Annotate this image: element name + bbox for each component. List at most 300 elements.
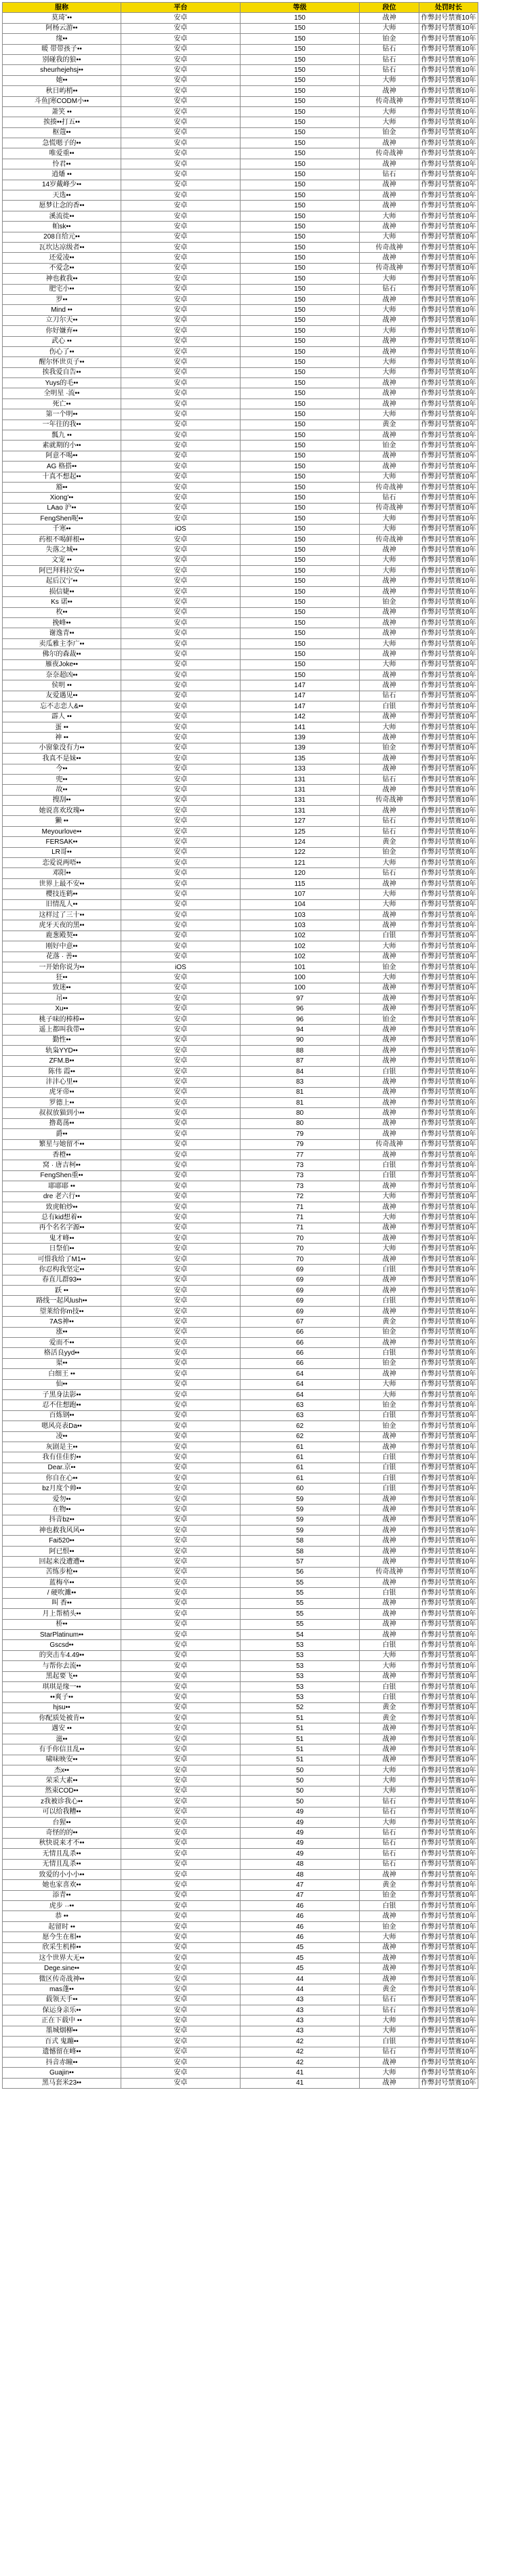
cell-platform: 安卓 (121, 148, 241, 159)
cell-rank: 战神 (360, 1494, 419, 1504)
cell-level: 66 (241, 1348, 360, 1358)
table-row (3, 1838, 478, 1848)
cell-rank: 钻石 (360, 2005, 419, 2016)
cell-level: 70 (241, 1254, 360, 1264)
cell-platform: 安卓 (121, 274, 241, 284)
cell-ban-duration: 作弊封号禁赛10年 (419, 388, 478, 398)
cell-rank: 铂金 (360, 1890, 419, 1900)
cell-level: 80 (241, 1118, 360, 1128)
header-level: 等级 (241, 3, 360, 13)
cell-platform: 安卓 (121, 638, 241, 649)
cell-name: 台猩•• (3, 1817, 121, 1827)
cell-rank: 战神 (360, 1629, 419, 1639)
cell-level: 67 (241, 1317, 360, 1327)
cell-rank: 战神 (360, 952, 419, 962)
cell-level: 150 (241, 75, 360, 85)
cell-ban-duration: 作弊封号禁赛10年 (419, 1526, 478, 1536)
cell-level: 150 (241, 23, 360, 33)
cell-name: z我被诊我心•• (3, 1797, 121, 1807)
cell-level: 50 (241, 1797, 360, 1807)
cell-rank: 铂金 (360, 1400, 419, 1410)
cell-platform: 安卓 (121, 127, 241, 138)
cell-platform: 安卓 (121, 294, 241, 304)
cell-level: 97 (241, 994, 360, 1004)
cell-level: 42 (241, 2047, 360, 2057)
cell-platform: 安卓 (121, 346, 241, 356)
table-row (3, 305, 478, 315)
cell-name: 你好嫌弃•• (3, 326, 121, 336)
cell-ban-duration: 作弊封号禁赛10年 (419, 1254, 478, 1264)
cell-platform: 安卓 (121, 1400, 241, 1410)
cell-platform: 安卓 (121, 1588, 241, 1598)
cell-rank: 白银 (360, 1681, 419, 1692)
cell-rank: 白银 (360, 1640, 419, 1650)
cell-platform: 安卓 (121, 2037, 241, 2047)
cell-level: 150 (241, 493, 360, 503)
cell-platform: 安卓 (121, 1327, 241, 1337)
cell-level: 147 (241, 680, 360, 691)
cell-name: 罗•• (3, 294, 121, 304)
cell-name: 急慌嗯子的•• (3, 138, 121, 148)
cell-platform: 安卓 (121, 1869, 241, 1879)
cell-level: 60 (241, 1484, 360, 1494)
cell-ban-duration: 作弊封号禁赛10年 (419, 555, 478, 565)
cell-name: 萧笑 •• (3, 106, 121, 117)
cell-platform: 安卓 (121, 1629, 241, 1639)
cell-platform: 安卓 (121, 1139, 241, 1149)
cell-platform: 安卓 (121, 1723, 241, 1734)
table-row (3, 597, 478, 607)
cell-platform: 安卓 (121, 555, 241, 565)
cell-platform: 安卓 (121, 941, 241, 952)
cell-ban-duration: 作弊封号禁赛10年 (419, 1671, 478, 1681)
cell-ban-duration: 作弊封号禁赛10年 (419, 1797, 478, 1807)
cell-rank: 战神 (360, 1442, 419, 1452)
cell-platform: 安卓 (121, 75, 241, 85)
cell-level: 142 (241, 712, 360, 722)
cell-rank: 白银 (360, 1348, 419, 1358)
cell-ban-duration: 作弊封号禁赛10年 (419, 962, 478, 972)
cell-ban-duration: 作弊封号禁赛10年 (419, 1306, 478, 1316)
table-row (3, 1661, 478, 1671)
cell-ban-duration: 作弊封号禁赛10年 (419, 305, 478, 315)
cell-level: 57 (241, 1557, 360, 1567)
cell-rank: 黄金 (360, 420, 419, 430)
table-row (3, 1431, 478, 1442)
cell-platform: 安卓 (121, 1536, 241, 1546)
cell-rank: 战神 (360, 909, 419, 920)
table-row (3, 764, 478, 774)
cell-level: 64 (241, 1389, 360, 1399)
cell-platform: 安卓 (121, 576, 241, 586)
cell-platform: 安卓 (121, 1254, 241, 1264)
cell-level: 55 (241, 1598, 360, 1608)
cell-ban-duration: 作弊封号禁赛10年 (419, 941, 478, 952)
cell-level: 150 (241, 638, 360, 649)
cell-name: 苦练步枪•• (3, 1567, 121, 1577)
cell-platform: 安卓 (121, 1577, 241, 1587)
cell-rank: 战神 (360, 1557, 419, 1567)
table-row (3, 1484, 478, 1494)
cell-rank: 战神 (360, 378, 419, 388)
cell-name: 斗鱼|寒CODM小•• (3, 96, 121, 106)
cell-level: 150 (241, 545, 360, 555)
cell-name: 我真不是妹•• (3, 754, 121, 764)
cell-ban-duration: 作弊封号禁赛10年 (419, 973, 478, 983)
cell-platform: 安卓 (121, 190, 241, 201)
cell-ban-duration: 作弊封号禁赛10年 (419, 1734, 478, 1744)
cell-platform: 安卓 (121, 1755, 241, 1765)
cell-rank: 钻石 (360, 169, 419, 180)
cell-ban-duration: 作弊封号禁赛10年 (419, 1901, 478, 1911)
cell-platform: 安卓 (121, 659, 241, 670)
cell-ban-duration: 作弊封号禁赛10年 (419, 1817, 478, 1827)
table-row (3, 1202, 478, 1212)
cell-rank: 钻石 (360, 1849, 419, 1859)
cell-name: 虎牙帝•• (3, 1087, 121, 1097)
cell-name: sheurhejehsj•• (3, 65, 121, 75)
table-row (3, 1035, 478, 1045)
cell-rank: 传奇战神 (360, 534, 419, 544)
cell-ban-duration: 作弊封号禁赛10年 (419, 514, 478, 524)
cell-name: 跃 •• (3, 1286, 121, 1296)
cell-rank: 战神 (360, 618, 419, 628)
cell-name: dre 老六行•• (3, 1191, 121, 1202)
cell-ban-duration: 作弊封号禁赛10年 (419, 1014, 478, 1024)
cell-ban-duration: 作弊封号禁赛10年 (419, 242, 478, 252)
cell-ban-duration: 作弊封号禁赛10年 (419, 13, 478, 23)
table-row (3, 1389, 478, 1399)
cell-rank: 战神 (360, 1526, 419, 1536)
cell-level: 53 (241, 1681, 360, 1692)
cell-name: 灰剧是主•• (3, 1442, 121, 1452)
table-row (3, 931, 478, 941)
cell-name: 我有佳佳豹•• (3, 1452, 121, 1463)
cell-level: 150 (241, 607, 360, 617)
cell-platform: 安卓 (121, 1077, 241, 1087)
cell-name: bz月度个帅•• (3, 1484, 121, 1494)
cell-platform: 安卓 (121, 785, 241, 795)
table-row (3, 878, 478, 888)
cell-platform: 安卓 (121, 2057, 241, 2067)
cell-level: 56 (241, 1567, 360, 1577)
table-row (3, 1619, 478, 1629)
cell-name: 恋爱说两唔•• (3, 858, 121, 868)
cell-ban-duration: 作弊封号禁赛10年 (419, 1244, 478, 1254)
table-row (3, 1515, 478, 1525)
cell-name: 可惜我给了M1•• (3, 1254, 121, 1264)
cell-ban-duration: 作弊封号禁赛10年 (419, 1505, 478, 1515)
cell-ban-duration: 作弊封号禁赛10年 (419, 878, 478, 888)
table-row (3, 994, 478, 1004)
table-row (3, 858, 478, 868)
cell-name: 渠•• (3, 1358, 121, 1368)
cell-ban-duration: 作弊封号禁赛10年 (419, 1265, 478, 1275)
cell-level: 70 (241, 1233, 360, 1244)
cell-ban-duration: 作弊封号禁赛10年 (419, 1494, 478, 1504)
cell-name: 佛尔的森裁•• (3, 649, 121, 659)
cell-ban-duration: 作弊封号禁赛10年 (419, 1358, 478, 1368)
cell-ban-duration: 作弊封号禁赛10年 (419, 1942, 478, 1953)
cell-rank: 战神 (360, 1744, 419, 1755)
cell-level: 150 (241, 472, 360, 482)
cell-name: 鹿葱殿契•• (3, 931, 121, 941)
table-row (3, 847, 478, 857)
cell-platform: 安卓 (121, 1849, 241, 1859)
cell-level: 147 (241, 701, 360, 712)
cell-ban-duration: 作弊封号禁赛10年 (419, 1191, 478, 1202)
cell-platform: 安卓 (121, 1296, 241, 1306)
cell-ban-duration: 作弊封号禁赛10年 (419, 795, 478, 805)
cell-ban-duration: 作弊封号禁赛10年 (419, 680, 478, 691)
cell-name: 你自在心•• (3, 1473, 121, 1484)
cell-name: 第一个明•• (3, 409, 121, 420)
cell-rank: 大师 (360, 106, 419, 117)
cell-name: 可以给我糟•• (3, 1807, 121, 1817)
cell-rank: 战神 (360, 680, 419, 691)
table-row (3, 712, 478, 722)
cell-ban-duration: 作弊封号禁赛10年 (419, 931, 478, 941)
cell-rank: 传奇战神 (360, 1567, 419, 1577)
cell-platform: 安卓 (121, 994, 241, 1004)
cell-name: 她•• (3, 75, 121, 85)
cell-rank: 战神 (360, 1129, 419, 1139)
cell-name: Yuys的毛•• (3, 378, 121, 388)
cell-rank: 战神 (360, 1108, 419, 1118)
cell-rank: 钻石 (360, 826, 419, 836)
cell-ban-duration: 作弊封号禁赛10年 (419, 785, 478, 795)
cell-platform: 安卓 (121, 1838, 241, 1848)
cell-rank: 战神 (360, 1755, 419, 1765)
table-row (3, 1953, 478, 1963)
cell-rank: 黄金 (360, 837, 419, 847)
cell-platform: 安卓 (121, 607, 241, 617)
cell-ban-duration: 作弊封号禁赛10年 (419, 482, 478, 492)
cell-rank: 大师 (360, 858, 419, 868)
cell-platform: 安卓 (121, 180, 241, 190)
cell-platform: 安卓 (121, 1546, 241, 1556)
cell-platform: 安卓 (121, 1505, 241, 1515)
table-row (3, 1286, 478, 1296)
cell-platform: 安卓 (121, 1786, 241, 1796)
table-row (3, 201, 478, 211)
cell-ban-duration: 作弊封号禁赛10年 (419, 1286, 478, 1296)
cell-platform: 安卓 (121, 816, 241, 826)
cell-ban-duration: 作弊封号禁赛10年 (419, 2078, 478, 2088)
table-row (3, 34, 478, 44)
cell-name: 忍不住想跑•• (3, 1400, 121, 1410)
cell-name: 208自给元•• (3, 232, 121, 242)
cell-platform: 安卓 (121, 774, 241, 784)
cell-name: 蓝梅卒•• (3, 1577, 121, 1587)
cell-ban-duration: 作弊封号禁赛10年 (419, 1723, 478, 1734)
cell-name: 獭 •• (3, 816, 121, 826)
cell-platform: 安卓 (121, 13, 241, 23)
table-row (3, 1317, 478, 1327)
cell-platform: 安卓 (121, 1212, 241, 1223)
table-row (3, 1066, 478, 1076)
cell-platform: 安卓 (121, 795, 241, 805)
cell-level: 103 (241, 920, 360, 931)
cell-name: 蛋 •• (3, 722, 121, 732)
cell-level: 150 (241, 336, 360, 346)
cell-rank: 钻石 (360, 1807, 419, 1817)
cell-platform: 安卓 (121, 1191, 241, 1202)
cell-platform: 安卓 (121, 1244, 241, 1254)
cell-rank: 战神 (360, 1254, 419, 1264)
cell-level: 139 (241, 743, 360, 753)
cell-level: 102 (241, 941, 360, 952)
table-row (3, 1776, 478, 1786)
cell-rank: 大师 (360, 973, 419, 983)
cell-ban-duration: 作弊封号禁赛10年 (419, 1463, 478, 1473)
cell-platform: 安卓 (121, 649, 241, 659)
cell-rank: 白银 (360, 1296, 419, 1306)
table-row (3, 472, 478, 482)
cell-name: 秋日屿梢•• (3, 86, 121, 96)
cell-ban-duration: 作弊封号禁赛10年 (419, 86, 478, 96)
cell-ban-duration: 作弊封号禁赛10年 (419, 1515, 478, 1525)
table-row (3, 983, 478, 993)
table-row (3, 106, 478, 117)
cell-level: 150 (241, 618, 360, 628)
cell-level: 150 (241, 44, 360, 54)
cell-ban-duration: 作弊封号禁赛10年 (419, 566, 478, 576)
cell-name: 奈奈超凶•• (3, 670, 121, 680)
cell-level: 53 (241, 1692, 360, 1702)
cell-platform: 安卓 (121, 1410, 241, 1420)
cell-level: 147 (241, 691, 360, 701)
cell-platform: 安卓 (121, 1046, 241, 1056)
cell-platform: 安卓 (121, 847, 241, 857)
cell-platform: 安卓 (121, 1765, 241, 1776)
header-rank: 段位 (360, 3, 419, 13)
cell-ban-duration: 作弊封号禁赛10年 (419, 357, 478, 367)
table-row (3, 1526, 478, 1536)
table-row (3, 23, 478, 33)
cell-platform: 安卓 (121, 493, 241, 503)
cell-platform: 安卓 (121, 65, 241, 75)
cell-platform: 安卓 (121, 1202, 241, 1212)
cell-level: 55 (241, 1577, 360, 1587)
table-row (3, 952, 478, 962)
cell-platform: 安卓 (121, 1526, 241, 1536)
cell-rank: 黄金 (360, 1880, 419, 1890)
cell-platform: 安卓 (121, 1953, 241, 1963)
cell-platform: 安卓 (121, 1108, 241, 1118)
cell-level: 49 (241, 1849, 360, 1859)
cell-ban-duration: 作弊封号禁赛10年 (419, 1577, 478, 1587)
cell-rank: 大师 (360, 472, 419, 482)
table-row (3, 837, 478, 847)
cell-name: 唯爱重•• (3, 148, 121, 159)
cell-ban-duration: 作弊封号禁赛10年 (419, 1400, 478, 1410)
cell-name: 无情且乱杀•• (3, 1849, 121, 1859)
cell-name: 回起来没遭遭•• (3, 1557, 121, 1567)
cell-ban-duration: 作弊封号禁赛10年 (419, 1369, 478, 1379)
cell-level: 64 (241, 1369, 360, 1379)
cell-platform: 安卓 (121, 305, 241, 315)
cell-platform: 安卓 (121, 409, 241, 420)
cell-level: 101 (241, 962, 360, 972)
cell-name: 子黑身法影•• (3, 1389, 121, 1399)
cell-name: 欣采生机棒•• (3, 1942, 121, 1953)
cell-name: 死亡•• (3, 398, 121, 409)
table-row (3, 13, 478, 23)
cell-rank: 白银 (360, 1901, 419, 1911)
cell-ban-duration: 作弊封号禁赛10年 (419, 1118, 478, 1128)
cell-name: 神 •• (3, 733, 121, 743)
cell-rank: 大师 (360, 1379, 419, 1389)
cell-name: 肥宅小•• (3, 284, 121, 294)
cell-level: 62 (241, 1421, 360, 1431)
cell-platform: 安卓 (121, 326, 241, 336)
cell-rank: 大师 (360, 659, 419, 670)
cell-rank: 白银 (360, 1692, 419, 1702)
table-row (3, 1577, 478, 1587)
cell-rank: 传奇战神 (360, 503, 419, 513)
cell-level: 81 (241, 1087, 360, 1097)
cell-name: Xu•• (3, 1004, 121, 1014)
cell-level: 51 (241, 1734, 360, 1744)
cell-name: 沣沣心里•• (3, 1077, 121, 1087)
cell-rank: 传奇战神 (360, 1139, 419, 1149)
cell-level: 59 (241, 1526, 360, 1536)
cell-platform: 安卓 (121, 1932, 241, 1942)
cell-level: 77 (241, 1149, 360, 1160)
table-row (3, 2026, 478, 2036)
cell-name: 啸味映安•• (3, 1755, 121, 1765)
cell-level: 150 (241, 659, 360, 670)
cell-level: 150 (241, 86, 360, 96)
cell-platform: 安卓 (121, 534, 241, 544)
cell-rank: 战神 (360, 1577, 419, 1587)
cell-ban-duration: 作弊封号禁赛10年 (419, 1160, 478, 1170)
cell-platform: 安卓 (121, 96, 241, 106)
cell-rank: 战神 (360, 806, 419, 816)
cell-level: 150 (241, 576, 360, 586)
table-row (3, 1233, 478, 1244)
cell-level: 96 (241, 1014, 360, 1024)
cell-ban-duration: 作弊封号禁赛10年 (419, 670, 478, 680)
cell-name: 一开始你说为•• (3, 962, 121, 972)
cell-rank: 黄金 (360, 1984, 419, 1995)
cell-name: 桃子味的棒棒•• (3, 1014, 121, 1024)
table-row (3, 607, 478, 617)
cell-ban-duration: 作弊封号禁赛10年 (419, 1139, 478, 1149)
cell-ban-duration: 作弊封号禁赛10年 (419, 1974, 478, 1984)
table-row (3, 1880, 478, 1890)
cell-ban-duration: 作弊封号禁赛10年 (419, 1890, 478, 1900)
table-row (3, 127, 478, 138)
cell-ban-duration: 作弊封号禁赛10年 (419, 1338, 478, 1348)
table-row (3, 1098, 478, 1108)
cell-level: 120 (241, 868, 360, 878)
table-row (3, 1828, 478, 1838)
cell-name: 兜•• (3, 774, 121, 784)
cell-platform: 安卓 (121, 503, 241, 513)
cell-rank: 大师 (360, 1650, 419, 1660)
table-row (3, 1723, 478, 1734)
table-row (3, 628, 478, 638)
cell-level: 150 (241, 274, 360, 284)
cell-rank: 大师 (360, 117, 419, 127)
cell-name: 这个世界大无•• (3, 1953, 121, 1963)
cell-platform: 安卓 (121, 545, 241, 555)
cell-name: 窝 · 唐吉柯•• (3, 1160, 121, 1170)
cell-name: 叔叔放猫到小•• (3, 1108, 121, 1118)
cell-name: 无情且乱杀•• (3, 1859, 121, 1869)
